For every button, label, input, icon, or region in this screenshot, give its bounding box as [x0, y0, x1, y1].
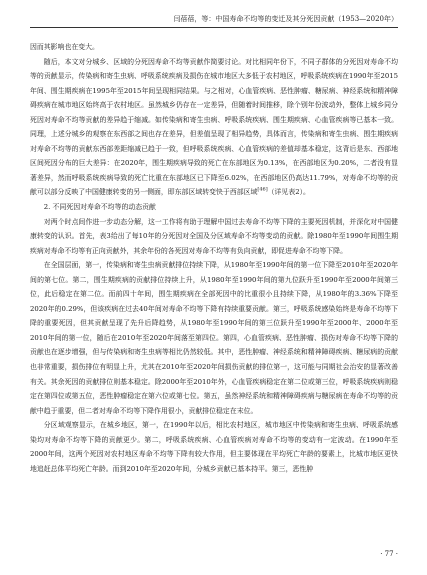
paragraph-continued: 因而其影响也在变大。	[30, 43, 99, 51]
paragraph-national-level: 在全国层面，第一，传染病和寄生虫病贡献排位持续下降，从1980年至1990年间的第一位下降至2010年至2020年间的第七位。第二，围生期疾病的贡献排位持续上升，从1980年至1990年间的第九位跃升至1990年至2000年间第三位，此后稳定在第二位。而前四十年间，围生期疾病在全部死因中的比重很小且持续下降，从1980年的3.36%下降至2020年的0.29%，但该疾病在过去40年间对寿命不均等下降有持续重要贡献。第三，呼吸系统感染始终是寿命不均等下降的重要死因，但其贡献呈现了先升后降趋势，从1980年至1990年间的第三位跃升至1990年至2000年、2000年至2010年间的第一位，随后在2010年至2020年间落至第四位。第四，心血管疾病、恶性肿瘤、损伤对寿命不均等下降的贡献也在逐步增强，但与传染病和寄生虫病等相比仍然较低。其中，恶性肿瘤、神经系统和精神障碍疾病、糖尿病的贡献也非常重要，损伤排位有明显上升，尤其在2010年至2020年间损伤贡献的排位第一，这可能与同期社会治安的显著改善有关。其余死因的贡献排位则基本稳定。除2000年至2010年外，心血管疾病稳定在第二位或第三位，呼吸系统疾病则稳定在第四位或第五位，恶性肿瘤稳定在第六位或第七位。第五，虽然神经系统和精神障碍疾病与糖尿病在寿命不均等的贡献中趋于重要，但二者对寿命不均等下降作用很小，贡献排位稳定在末位。	[30, 261, 398, 415]
paragraph-urban-rural-region	[30, 55, 398, 200]
header-rule	[30, 27, 398, 28]
paragraph-dynamic-decomposition: 对两个时点间作进一步动态分解，这一工作将有助于理解中国过去寿命不均等下降的主要死因机制，并深化对中国健康转变的认识。首先，表3给出了每10年的分死因对全国及分区域寿命不均等变动的贡献。除1980年至1990年间围生期疾病对寿命不均等有正向贡献外，其余年份的各死因对寿命不均等有负向贡献，即促进寿命不均等下降。	[30, 217, 398, 255]
citation-ref: [46]	[257, 187, 268, 194]
paragraph-text: 随后，本文对分城乡、区域的分死因寿命不均等贡献作简要讨论。对比相同年份下，不同子群体的分死因对寿命不均等的贡献显示，传染病和寄生虫病、呼吸系统疾病及损伤在城市地区大多低于农村地区，呼吸系统疾病在1990年至2015年间、围生期疾病在1995年至2015年间呈现相同结果。与之相对，心血管疾病、恶性肿瘤、糖尿病、神经系统和精神障碍疾病在城市地区始终高于农村地区。虽然城乡仍存在一定差异，但随着时间推移，除个别年份波动外，整体上城乡同分死因对寿命不均等贡献的差异趋于缩减。如传染病和寄生虫病、呼吸系统疾病、围生期疾病、心血管疾病等已基本一致。同理，上述分城乡的观察在东西部之间也存在差异，但差值呈现了相异趋势，具体而言，传染病和寄生虫病、围生期疾病对寿命不均等的贡献东西部差距缩减已趋于一致，但呼吸系统疾病、心血管疾病的差值却基本稳定，这背后是东、西部地区间死因分布的巨大差异：在2020年，围生期疾病导致的死亡在东部地区为0.13%，在西部地区为0.20%，二者没有显著差异，然而呼吸系统疾病导致的死亡比重在东部地区已下降至6.02%，在西部地区仍高达11.79%，对寿命不均等的贡献可以部分反映了中国健康转变的另一侧面，即东部区域转变快于西部区域	[30, 57, 398, 197]
page-number: · 77 ·	[380, 550, 398, 558]
section-heading: 2. 不同死因对寿命不均等的动态贡献	[43, 203, 156, 212]
running-header: 闫蓓蓓，等：中国寿命不均等的变迁及其分死因贡献（1953—2020年）	[173, 15, 398, 23]
paragraph-regional: 分区域观察显示，在城乡地区，第一，在1990年以后，相比农村地区，城市地区中传染病和寄生虫病、呼吸系统感染均对寿命不均等下降的贡献更少。第二，呼吸系统疾病、心血管疾病对寿命不均等的变动有一定波动。在1990年至2000年间，这两个死因对农村地区寿命不均等下降有较大作用，但主要体现在平均死亡年龄的要素上，比城市地区更快地追赶总体平均死亡年龄。而到2010年至2020年间，分城乡贡献已基本持平。第三，恶性肿	[30, 421, 398, 473]
main-text	[30, 40, 398, 476]
paragraph-tail: （详见表2）。	[267, 188, 310, 197]
